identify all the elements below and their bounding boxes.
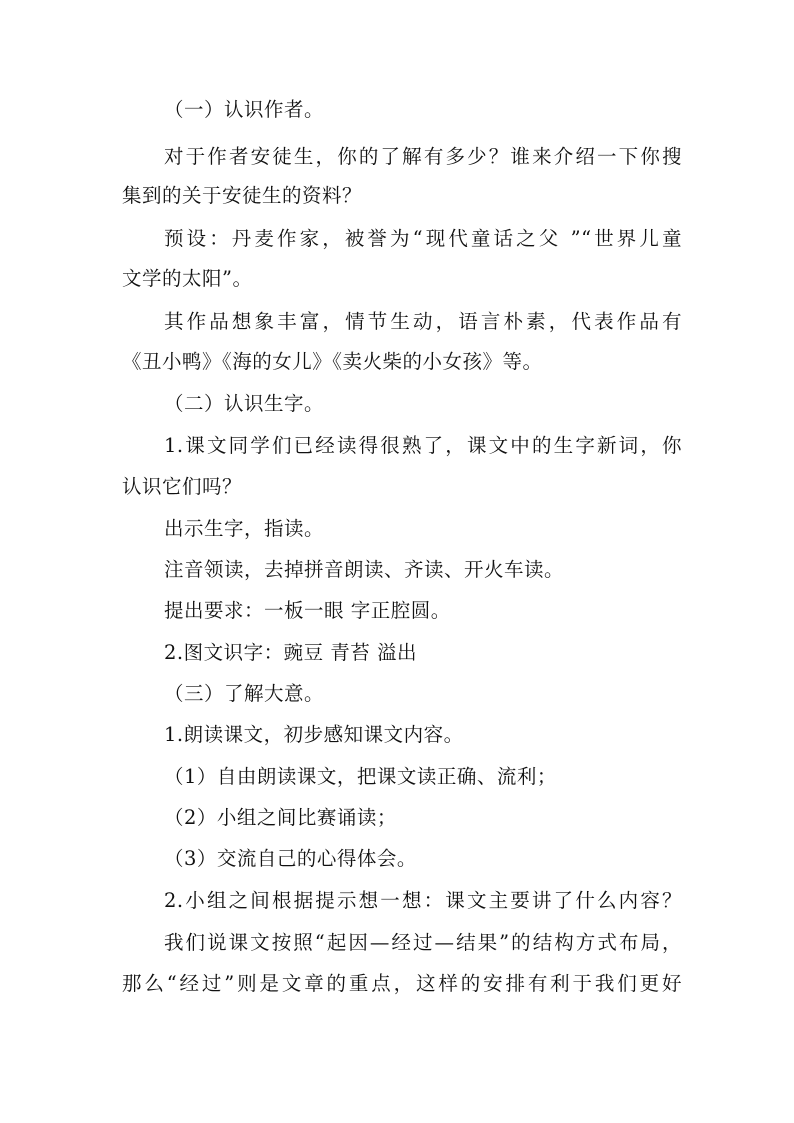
section-heading-main-idea: （三）了解大意。	[164, 682, 325, 705]
paragraph-line: 提出要求：一板一眼 字正腔圆。	[164, 599, 451, 622]
paragraph-line: 1.课文同学们已经读得很熟了，课文中的生字新词，你	[164, 434, 682, 457]
paragraph-line: 2.小组之间根据提示想一想：课文主要讲了什么内容？	[164, 889, 682, 912]
list-item: （2）小组之间比赛诵读；	[164, 806, 397, 829]
list-item: （1）自由朗读课文，把课文读正确、流利；	[164, 765, 557, 788]
paragraph-line: 出示生字，指读。	[164, 517, 325, 540]
paragraph-line: 1.朗读课文，初步感知课文内容。	[164, 723, 464, 746]
section-heading-know-author: （一）认识作者。	[164, 98, 325, 121]
paragraph-line: 2.图文识字：豌豆 青苔 溢出	[164, 641, 418, 664]
paragraph-line: 《丑小鸭》《海的女儿》《卖火柴的小女孩》等。	[122, 350, 543, 373]
paragraph-line: 对于作者安徒生，你的了解有多少？谁来介绍一下你搜	[164, 145, 682, 168]
paragraph-line: 注音领读，去掉拼音朗读、齐读、开火车读。	[164, 558, 565, 581]
paragraph-line: 文学的太阳”。	[122, 267, 253, 290]
paragraph-line: 其作品想象丰富，情节生动，语言朴素，代表作品有	[164, 310, 682, 333]
paragraph-line: 集到的关于安徒生的资料？	[122, 184, 363, 207]
section-heading-know-characters: （二）认识生字。	[164, 392, 325, 415]
paragraph-line: 那么“经过”则是文章的重点，这样的安排有利于我们更好	[122, 972, 682, 995]
paragraph-line: 认识它们吗？	[122, 475, 243, 498]
paragraph-line: 我们说课文按照“起因—经过—结果”的结构方式布局，	[164, 931, 682, 954]
paragraph-line: 预设：丹麦作家，被誉为“现代童话之父 ”“世界儿童	[164, 227, 682, 250]
list-item: （3）交流自己的心得体会。	[164, 847, 417, 870]
